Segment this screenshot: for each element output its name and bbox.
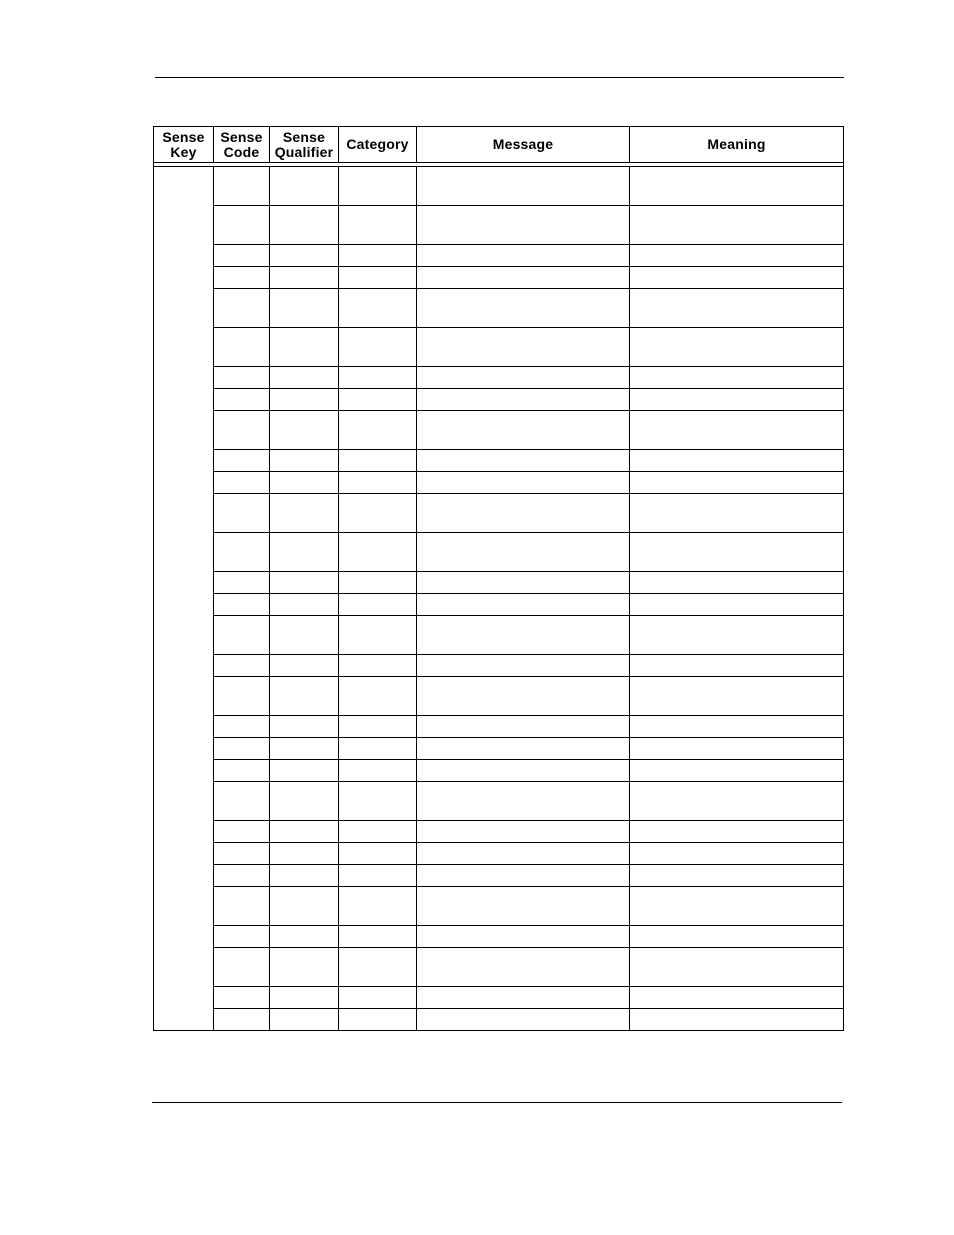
cell-category	[339, 450, 417, 472]
cell-message	[417, 616, 630, 655]
cell-meaning	[630, 389, 844, 411]
cell-meaning	[630, 716, 844, 738]
table-row	[154, 887, 844, 926]
cell-sense-code	[214, 987, 270, 1009]
cell-message	[417, 655, 630, 677]
table-row	[154, 494, 844, 533]
cell-message	[417, 843, 630, 865]
cell-sense-code	[214, 948, 270, 987]
cell-sense-qualifier	[270, 821, 339, 843]
cell-category	[339, 1009, 417, 1031]
cell-category	[339, 865, 417, 887]
cell-meaning	[630, 865, 844, 887]
cell-meaning	[630, 533, 844, 572]
cell-meaning	[630, 782, 844, 821]
cell-message	[417, 572, 630, 594]
cell-sense-code	[214, 389, 270, 411]
cell-meaning	[630, 594, 844, 616]
table-row	[154, 167, 844, 206]
cell-category	[339, 389, 417, 411]
header-meaning-label: Meaning	[707, 136, 766, 152]
cell-sense-code	[214, 206, 270, 245]
cell-category	[339, 887, 417, 926]
cell-sense-qualifier	[270, 948, 339, 987]
cell-meaning	[630, 843, 844, 865]
table-header-row	[154, 127, 844, 163]
cell-sense-qualifier	[270, 865, 339, 887]
table-row	[154, 655, 844, 677]
cell-meaning	[630, 494, 844, 533]
cell-sense-code	[214, 926, 270, 948]
cell-category	[339, 267, 417, 289]
cell-sense-qualifier	[270, 289, 339, 328]
cell-category	[339, 289, 417, 328]
cell-meaning	[630, 450, 844, 472]
header-sense-key-label: Sense Key	[162, 128, 205, 160]
header-sense-qualifier-label: Sense Qualifier	[274, 128, 334, 160]
cell-meaning	[630, 987, 844, 1009]
cell-sense-code	[214, 167, 270, 206]
cell-category	[339, 206, 417, 245]
cell-sense-code	[214, 494, 270, 533]
cell-message	[417, 782, 630, 821]
table-row	[154, 948, 844, 987]
cell-sense-code	[214, 738, 270, 760]
table-row	[154, 760, 844, 782]
cell-sense-code	[214, 887, 270, 926]
cell-sense-qualifier	[270, 206, 339, 245]
table-row	[154, 472, 844, 494]
cell-category	[339, 655, 417, 677]
cell-sense-qualifier	[270, 389, 339, 411]
cell-sense-qualifier	[270, 926, 339, 948]
cell-message	[417, 677, 630, 716]
table-row	[154, 865, 844, 887]
cell-category	[339, 782, 417, 821]
cell-sense-code	[214, 367, 270, 389]
table-row	[154, 389, 844, 411]
header-message-label: Message	[492, 136, 554, 152]
table-row	[154, 289, 844, 328]
cell-category	[339, 738, 417, 760]
cell-sense-qualifier	[270, 167, 339, 206]
cell-message	[417, 245, 630, 267]
cell-category	[339, 616, 417, 655]
cell-category	[339, 411, 417, 450]
cell-message	[417, 450, 630, 472]
table-row	[154, 533, 844, 572]
footer-rule	[152, 1102, 842, 1103]
cell-sense-code	[214, 267, 270, 289]
table-row	[154, 821, 844, 843]
cell-message	[417, 289, 630, 328]
table-row	[154, 245, 844, 267]
cell-meaning	[630, 289, 844, 328]
cell-sense-qualifier	[270, 677, 339, 716]
cell-sense-code	[214, 1009, 270, 1031]
cell-sense-qualifier	[270, 267, 339, 289]
table-row	[154, 926, 844, 948]
cell-message	[417, 926, 630, 948]
cell-message	[417, 328, 630, 367]
cell-sense-code	[214, 289, 270, 328]
table-row	[154, 572, 844, 594]
cell-message	[417, 494, 630, 533]
cell-message	[417, 1009, 630, 1031]
cell-message	[417, 716, 630, 738]
cell-sense-code	[214, 760, 270, 782]
cell-message	[417, 887, 630, 926]
cell-meaning	[630, 760, 844, 782]
cell-sense-qualifier	[270, 716, 339, 738]
sense-code-table	[153, 126, 844, 1031]
cell-meaning	[630, 948, 844, 987]
cell-message	[417, 738, 630, 760]
cell-sense-qualifier	[270, 843, 339, 865]
cell-sense-code	[214, 533, 270, 572]
table-row	[154, 716, 844, 738]
cell-message	[417, 533, 630, 572]
cell-category	[339, 594, 417, 616]
cell-sense-code	[214, 716, 270, 738]
cell-meaning	[630, 328, 844, 367]
header-sense-key	[154, 127, 214, 163]
cell-sense-qualifier	[270, 1009, 339, 1031]
cell-sense-qualifier	[270, 616, 339, 655]
cell-meaning	[630, 572, 844, 594]
cell-meaning	[630, 655, 844, 677]
table-row	[154, 843, 844, 865]
cell-meaning	[630, 167, 844, 206]
cell-sense-code	[214, 616, 270, 655]
cell-meaning	[630, 887, 844, 926]
cell-category	[339, 760, 417, 782]
table-row	[154, 267, 844, 289]
cell-category	[339, 494, 417, 533]
cell-meaning	[630, 206, 844, 245]
cell-category	[339, 948, 417, 987]
cell-sense-code	[214, 245, 270, 267]
table-row	[154, 738, 844, 760]
cell-sense-qualifier	[270, 760, 339, 782]
cell-sense-code	[214, 677, 270, 716]
cell-sense-qualifier	[270, 411, 339, 450]
cell-sense-code	[214, 821, 270, 843]
cell-sense-qualifier	[270, 655, 339, 677]
cell-message	[417, 167, 630, 206]
cell-sense-qualifier	[270, 245, 339, 267]
table-row	[154, 1009, 844, 1031]
cell-sense-code	[214, 655, 270, 677]
cell-sense-code	[214, 594, 270, 616]
cell-category	[339, 167, 417, 206]
cell-sense-qualifier	[270, 738, 339, 760]
cell-category	[339, 821, 417, 843]
cell-meaning	[630, 367, 844, 389]
cell-sense-code	[214, 843, 270, 865]
cell-category	[339, 245, 417, 267]
table-body	[154, 167, 844, 1031]
cell-message	[417, 865, 630, 887]
cell-sense-qualifier	[270, 450, 339, 472]
cell-sense-qualifier	[270, 328, 339, 367]
cell-category	[339, 843, 417, 865]
cell-category	[339, 572, 417, 594]
table-row	[154, 411, 844, 450]
table-row	[154, 450, 844, 472]
cell-meaning	[630, 472, 844, 494]
header-sense-code	[214, 127, 270, 163]
table-row	[154, 206, 844, 245]
cell-category	[339, 987, 417, 1009]
cell-message	[417, 472, 630, 494]
cell-message	[417, 267, 630, 289]
cell-category	[339, 716, 417, 738]
header-category	[339, 127, 417, 163]
cell-sense-code	[214, 865, 270, 887]
cell-sense-code	[214, 572, 270, 594]
cell-category	[339, 472, 417, 494]
cell-category	[339, 533, 417, 572]
table-row	[154, 677, 844, 716]
cell-sense-qualifier	[270, 594, 339, 616]
cell-sense-qualifier	[270, 782, 339, 821]
cell-message	[417, 594, 630, 616]
cell-sense-code	[214, 328, 270, 367]
cell-meaning	[630, 411, 844, 450]
cell-message	[417, 821, 630, 843]
cell-category	[339, 677, 417, 716]
cell-sense-qualifier	[270, 987, 339, 1009]
cell-meaning	[630, 616, 844, 655]
header-rule	[155, 77, 844, 78]
cell-sense-qualifier	[270, 887, 339, 926]
header-message	[417, 127, 630, 163]
cell-meaning	[630, 267, 844, 289]
cell-sense-code	[214, 450, 270, 472]
cell-meaning	[630, 926, 844, 948]
cell-sense-qualifier	[270, 472, 339, 494]
cell-message	[417, 389, 630, 411]
cell-message	[417, 987, 630, 1009]
table-row	[154, 782, 844, 821]
cell-sense-qualifier	[270, 533, 339, 572]
cell-meaning	[630, 821, 844, 843]
cell-meaning	[630, 245, 844, 267]
table-row	[154, 328, 844, 367]
table-row	[154, 594, 844, 616]
cell-sense-key	[154, 167, 214, 1031]
cell-meaning	[630, 738, 844, 760]
cell-meaning	[630, 677, 844, 716]
cell-category	[339, 367, 417, 389]
header-category-label: Category	[346, 136, 409, 152]
header-meaning	[630, 127, 844, 163]
cell-meaning	[630, 1009, 844, 1031]
cell-message	[417, 411, 630, 450]
table-row	[154, 987, 844, 1009]
cell-sense-qualifier	[270, 572, 339, 594]
header-sense-code-label: Sense Code	[220, 128, 263, 160]
cell-sense-code	[214, 782, 270, 821]
cell-category	[339, 926, 417, 948]
table-row	[154, 616, 844, 655]
cell-message	[417, 367, 630, 389]
cell-sense-code	[214, 472, 270, 494]
cell-message	[417, 206, 630, 245]
cell-message	[417, 948, 630, 987]
cell-sense-code	[214, 411, 270, 450]
cell-category	[339, 328, 417, 367]
table-row	[154, 367, 844, 389]
header-sense-qualifier	[270, 127, 339, 163]
cell-sense-qualifier	[270, 494, 339, 533]
cell-sense-qualifier	[270, 367, 339, 389]
cell-message	[417, 760, 630, 782]
